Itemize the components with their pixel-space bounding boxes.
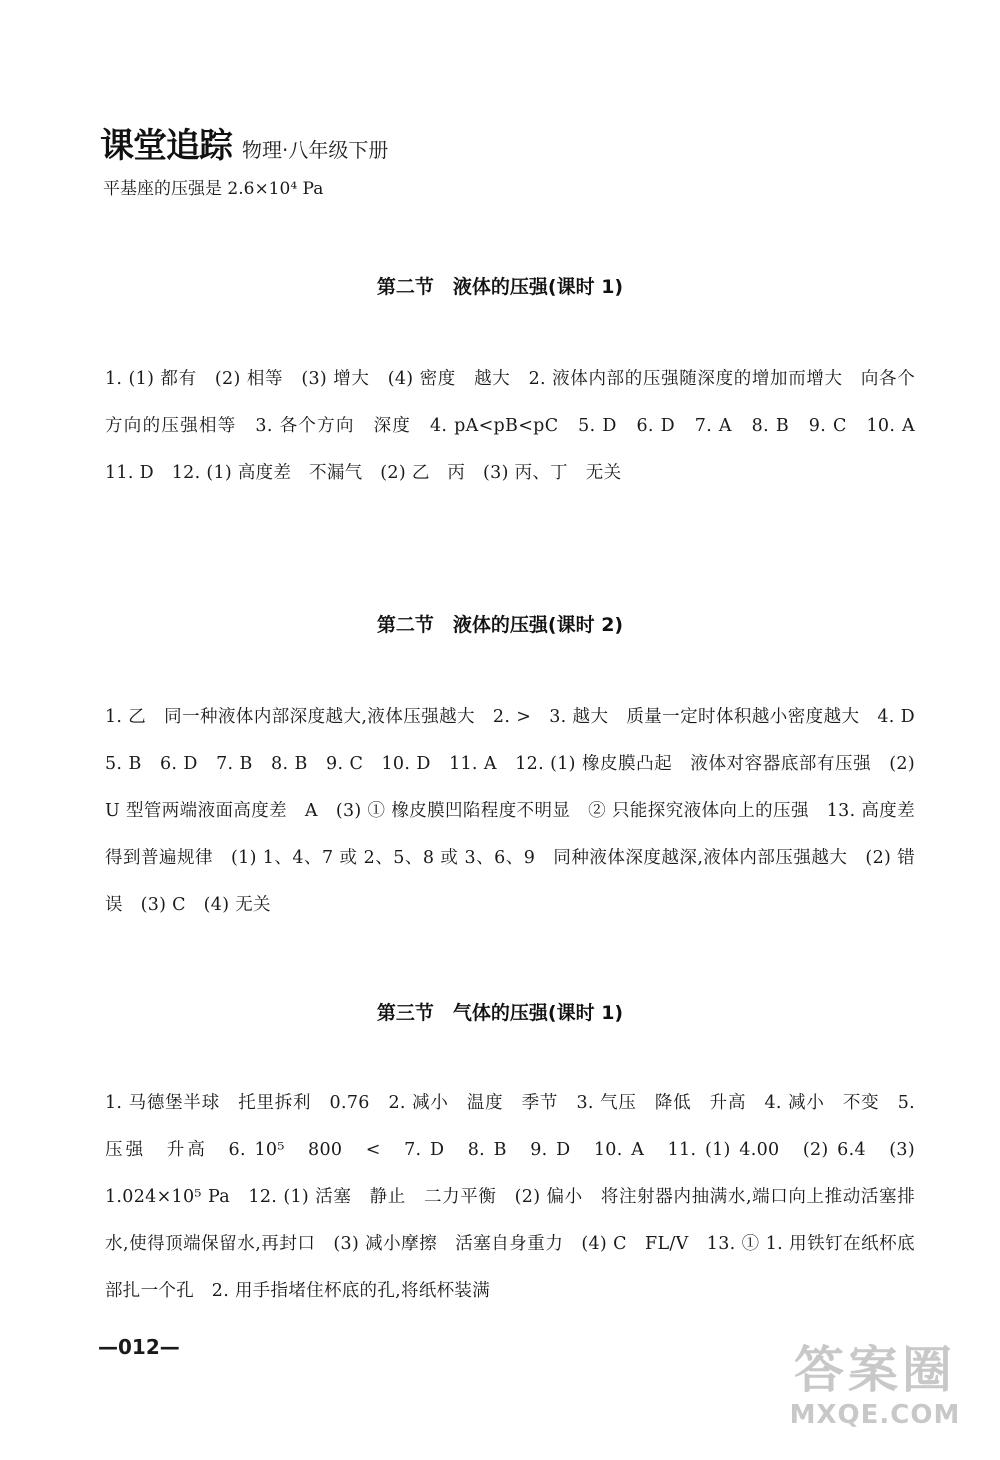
watermark	[760, 1340, 990, 1450]
section-title-1: 第二节 液体的压强(课时 1)	[376, 276, 624, 298]
book-header	[100, 118, 388, 167]
watermark-url: MXQE.COM	[789, 1400, 961, 1430]
continuation-text: 平基座的压强是 2.6×10⁴ Pa	[103, 179, 324, 199]
page-number: —012—	[98, 1335, 180, 1359]
section-title-2: 第二节 液体的压强(课时 2)	[376, 614, 624, 636]
subject-label: 物理·八年级下册	[242, 138, 389, 162]
section-answers-1: 1. (1) 都有 (2) 相等 (3) 增大 (4) 密度 越大 2. 液体内部的压强随深度的增加而增大 向各个方向的压强相等 3. 各个方向 深度 4. pA<pB<pC 5. D 6. D 7. A 8. B 9. C 10. A 11. D 12. (1) 高度差 不漏气 (2) 乙 丙 (3) 丙、丁 无关	[105, 369, 933, 483]
section-answers-3: 1. 马德堡半球 托里拆利 0.76 2. 减小 温度 季节 3. 气压 降低 升高 4. 减小 不变 5. 压强 升高 6. 10⁵ 800 < 7. D 8. B 9. D 10. A 11. (1) 4.00 (2) 6.4 (3) 1.024×10⁵ Pa 12. (1) 活塞 静止 二力平衡 (2) 偏小 将注射器内抽满水,端口向上推动活塞排水,使得顶端保留水,再封口 (3) 减小摩擦 活塞自身重力 (4) C FL/V 13. ① 1. 用铁钉在纸杯底部扎一个孔 2. 用手指堵住杯底的孔,将纸杯装满	[105, 1093, 915, 1301]
section-answers-2: 1. 乙 同一种液体内部深度越大,液体压强越大 2. > 3. 越大 质量一定时体积越小密度越大 4. D 5. B 6. D 7. B 8. B 9. C 10. D 11. A 12. (1) 橡皮膜凸起 液体对容器底部有压强 (2) U 型管两端液面高度差 A (3) ① 橡皮膜凹陷程度不明显 ② 只能探究液体向上的压强 13. 高度差 得到普遍规律 (1) 1、4、7 或 2、5、8 或 3、6、9 同种液体深度越深,液体内部压强越大 (2) 错误 (3) C (4) 无关	[105, 707, 933, 915]
brand-logo: 课堂追踪	[100, 126, 232, 166]
section-title-3: 第三节 气体的压强(课时 1)	[376, 1002, 624, 1024]
watermark-logo: 答案圈	[794, 1341, 956, 1399]
